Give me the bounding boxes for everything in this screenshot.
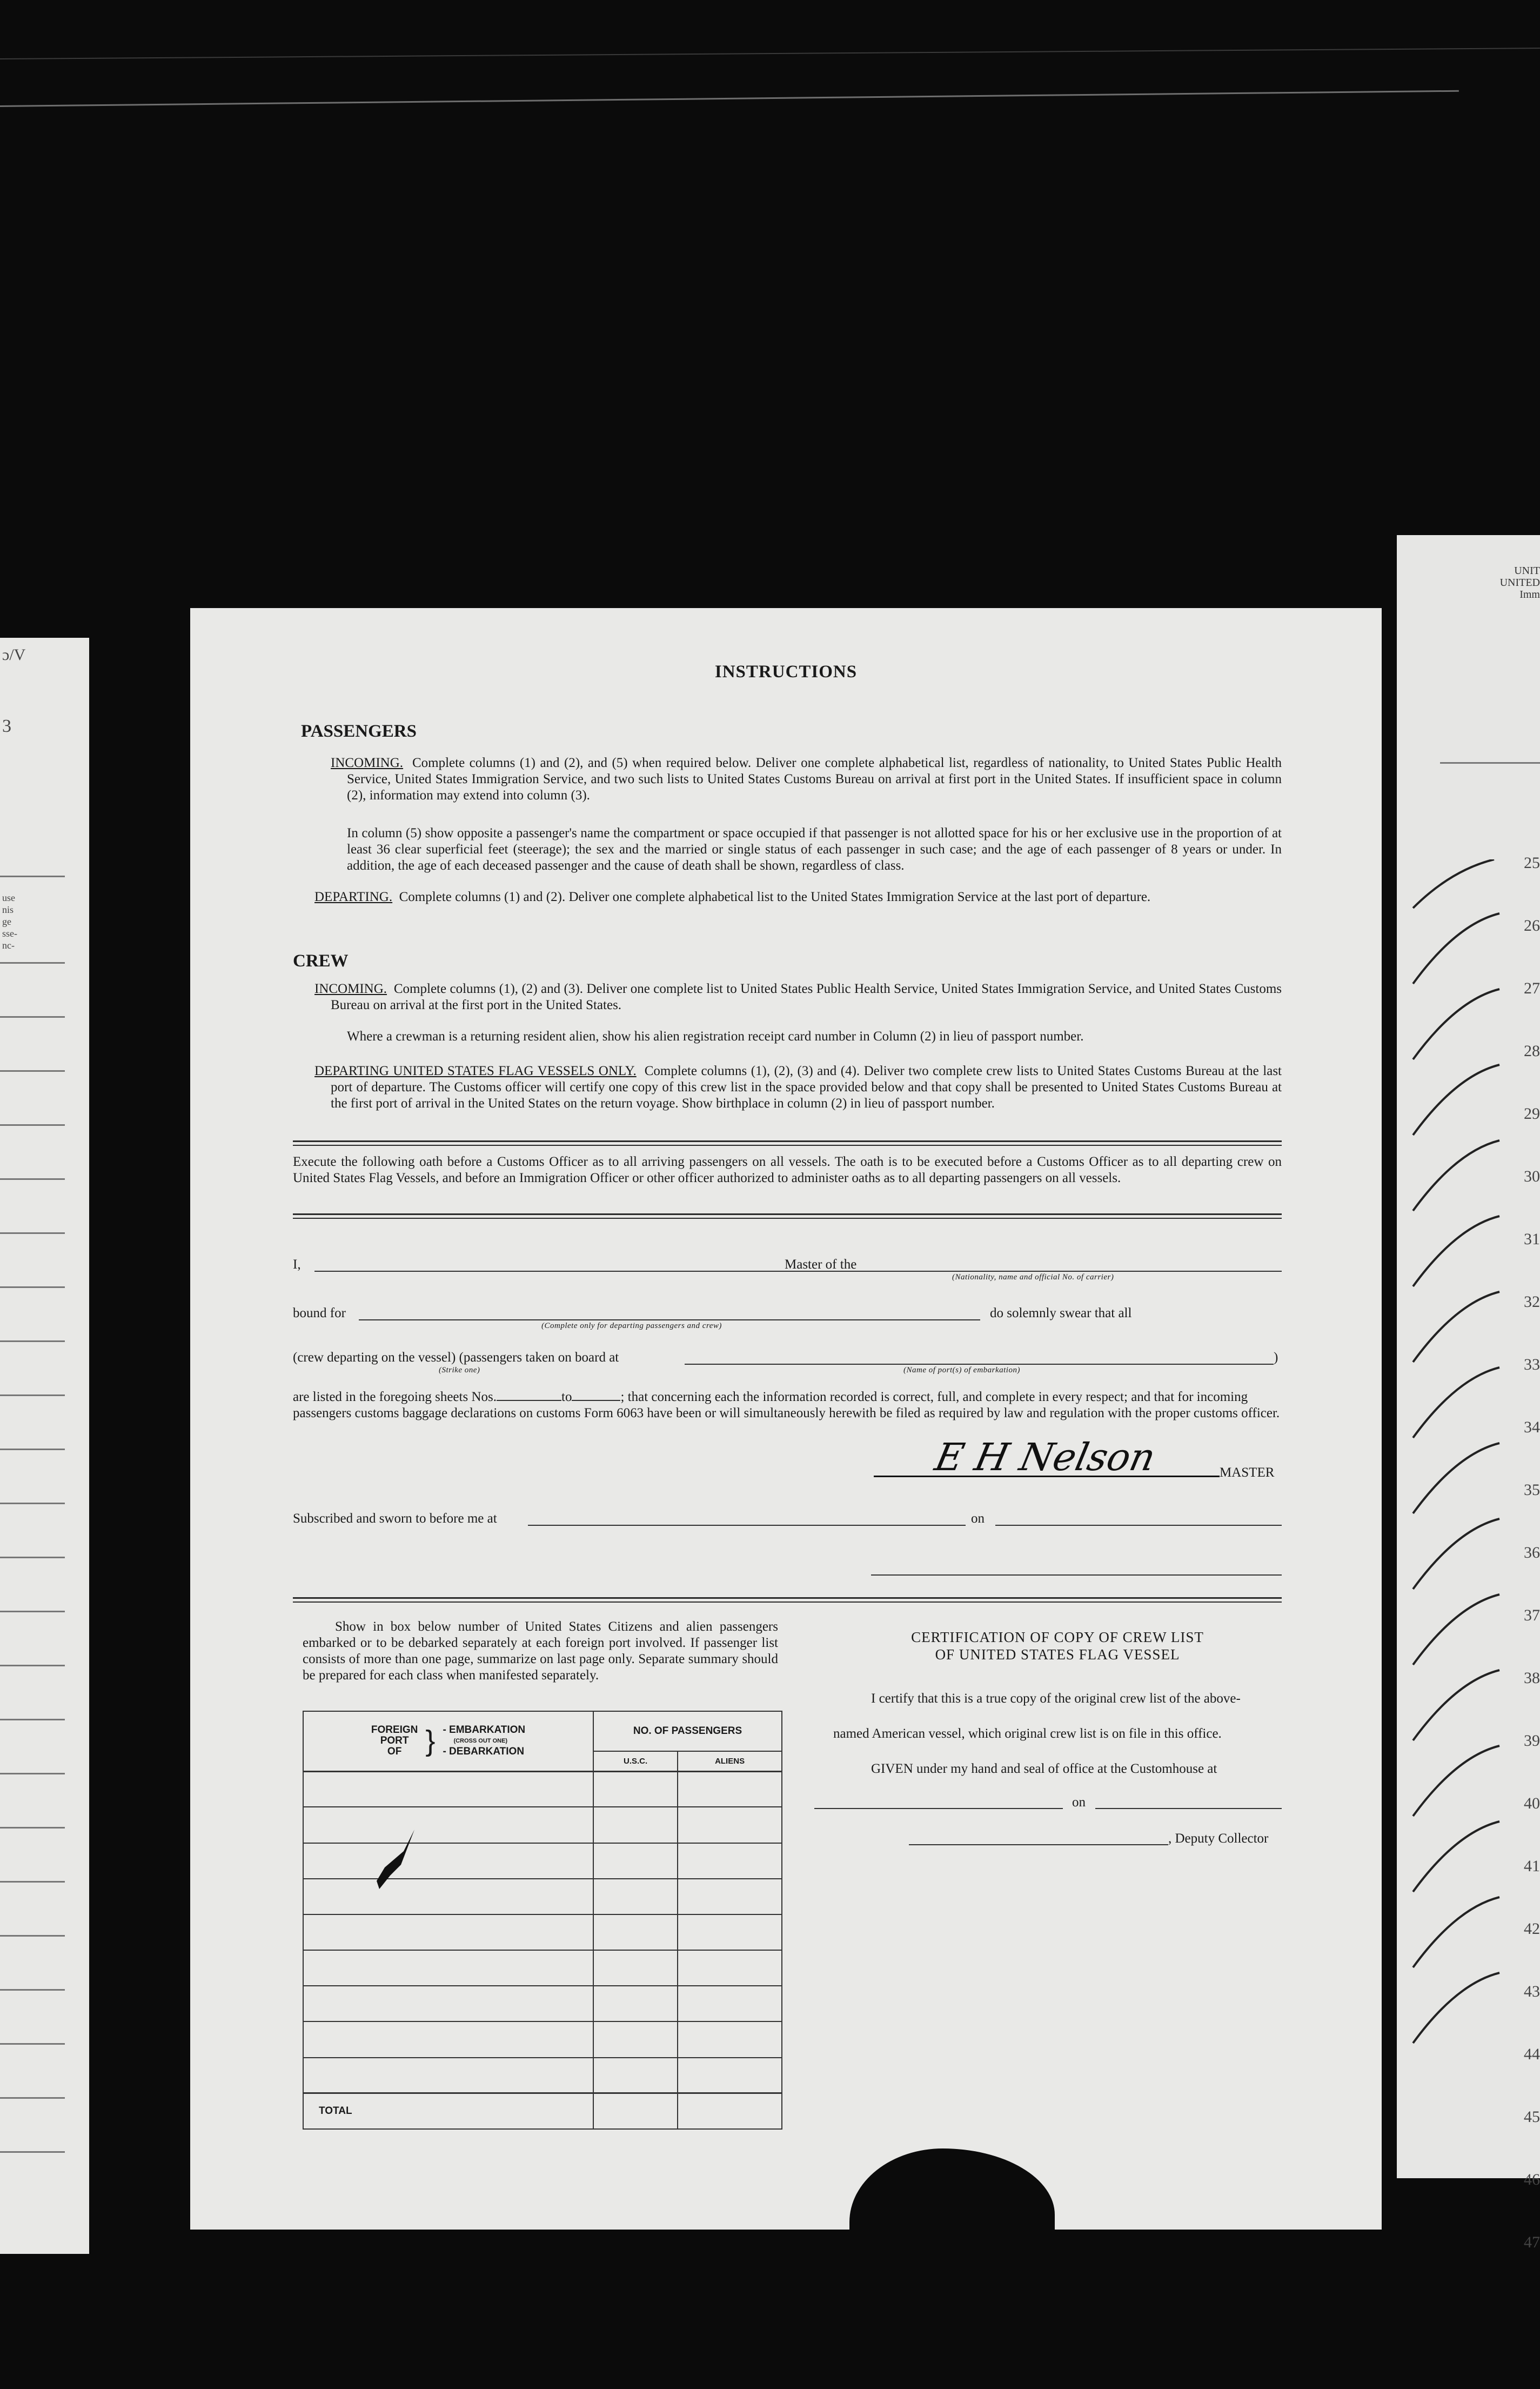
aliens-cell[interactable] bbox=[678, 1843, 782, 1879]
divider bbox=[293, 1140, 1282, 1142]
margin-row-number: 36 bbox=[1524, 1544, 1540, 1561]
divider bbox=[0, 2043, 65, 2045]
carrier-field[interactable] bbox=[874, 1271, 1282, 1272]
port-cell[interactable] bbox=[303, 1879, 593, 1914]
margin-row-number: 39 bbox=[1524, 1732, 1540, 1750]
margin-row-number: 46 bbox=[1524, 2171, 1540, 2188]
port-cell[interactable] bbox=[303, 2058, 593, 2093]
divider bbox=[0, 1557, 65, 1558]
embarkation-port-field[interactable] bbox=[685, 1364, 1274, 1365]
listed-statement: are listed in the foregoing sheets Nos. to ; that concerning each the information recorded is correct, full, and complete in every respect; and that for incoming passengers customs baggage declarations on customs Form 6063 have been or will simultaneously herewith be filed as required by law and regulation with the proper customs officer. bbox=[293, 1390, 1280, 1420]
ports-note: (Name of port(s) of embarkation) bbox=[903, 1366, 1020, 1374]
margin-row-number: 28 bbox=[1524, 1042, 1540, 1060]
aliens-header: ALIENS bbox=[678, 1751, 782, 1772]
swear-label: do solemnly swear that all bbox=[990, 1306, 1132, 1320]
port-cell[interactable] bbox=[303, 1807, 593, 1843]
tick-marks bbox=[1397, 859, 1540, 2157]
divider bbox=[0, 1665, 65, 1666]
certification-title: CERTIFICATION OF COPY OF CREW LIST OF UNITED STATES FLAG VESSEL bbox=[911, 1629, 1204, 1663]
usc-cell[interactable] bbox=[593, 1950, 678, 1986]
no-passengers-header: NO. OF PASSENGERS bbox=[593, 1711, 782, 1751]
margin-row-number: 30 bbox=[1524, 1167, 1540, 1185]
master-label: MASTER bbox=[1220, 1465, 1275, 1480]
divider bbox=[293, 1213, 1282, 1215]
aliens-cell[interactable] bbox=[678, 1771, 782, 1807]
margin-row-number: 44 bbox=[1524, 2045, 1540, 2063]
divider bbox=[293, 1601, 1282, 1603]
passengers-departing: DEPARTING. Complete columns (1) and (2). Deliver one complete alphabetical list to the United States Immigration Service at the last port of departure. bbox=[314, 890, 1151, 904]
aliens-cell[interactable] bbox=[678, 1879, 782, 1914]
port-cell[interactable] bbox=[303, 2021, 593, 2057]
carrier-note: (Nationality, name and official No. of carrier) bbox=[952, 1273, 1114, 1282]
page-title: INSTRUCTIONS bbox=[714, 662, 858, 682]
divider bbox=[293, 1218, 1282, 1219]
margin-row-number: 32 bbox=[1524, 1293, 1540, 1311]
divider bbox=[0, 962, 65, 964]
usc-cell[interactable] bbox=[593, 1879, 678, 1914]
aliens-cell[interactable] bbox=[678, 2058, 782, 2093]
margin-row-number: 33 bbox=[1524, 1356, 1540, 1373]
divider bbox=[0, 1935, 65, 1937]
certification-on-label: on bbox=[1072, 1795, 1086, 1810]
divider bbox=[0, 2151, 65, 2153]
bound-for-label: bound for bbox=[293, 1306, 346, 1320]
ink-mark bbox=[363, 1824, 428, 1900]
margin-row-number: 40 bbox=[1524, 1794, 1540, 1812]
crew-resident: Where a crewman is a returning resident alien, show his alien registration receipt card number in Column (2) in lieu of passport number. bbox=[347, 1029, 1084, 1044]
divider bbox=[0, 1611, 65, 1612]
passengers-heading: PASSENGERS bbox=[301, 722, 417, 741]
divider bbox=[0, 1394, 65, 1396]
subscribed-label: Subscribed and sworn to before me at bbox=[293, 1511, 497, 1526]
sworn-on-label: on bbox=[971, 1511, 985, 1526]
certification-line-1: I certify that this is a true copy of the original crew list of the above- bbox=[871, 1691, 1241, 1706]
sheet-to-field[interactable] bbox=[572, 1400, 620, 1401]
usc-cell[interactable] bbox=[593, 1771, 678, 1807]
adjacent-page-left bbox=[0, 638, 89, 2254]
divider bbox=[0, 1124, 65, 1126]
aliens-cell[interactable] bbox=[678, 2021, 782, 2057]
usc-cell[interactable] bbox=[593, 1843, 678, 1879]
margin-header: UNIT UNITED Imm bbox=[1499, 565, 1540, 600]
usc-cell[interactable] bbox=[593, 2021, 678, 2057]
close-paren: ) bbox=[1274, 1350, 1278, 1365]
divider bbox=[293, 1145, 1282, 1146]
destination-field[interactable] bbox=[359, 1319, 980, 1320]
master-of-label: Master of the bbox=[785, 1257, 857, 1272]
usc-cell[interactable] bbox=[593, 1807, 678, 1843]
deputy-collector-field[interactable] bbox=[909, 1844, 1168, 1845]
usc-cell[interactable] bbox=[593, 1914, 678, 1950]
officer-signature-field[interactable] bbox=[871, 1574, 1282, 1576]
margin-row-number: 41 bbox=[1524, 1857, 1540, 1875]
usc-total-cell[interactable] bbox=[593, 2093, 678, 2129]
margin-row-number: 31 bbox=[1524, 1230, 1540, 1248]
aliens-cell[interactable] bbox=[678, 1914, 782, 1950]
divider bbox=[0, 876, 65, 877]
divider bbox=[0, 1503, 65, 1504]
summary-instructions: Show in box below number of United States Citizens and alien passengers embarked or to be debarked separately at each foreign port involved. If passenger list consists of more than one page, summarize on last page only. Separate summary should be prepared for each class when manifested separately. bbox=[303, 1619, 778, 1683]
margin-number: 3 bbox=[2, 716, 11, 736]
passengers-column5: In column (5) show opposite a passenger's name the compartment or space occupied if that passenger is not allotted space for his or her exclusive use in the proportion of at least 36 clear superficial feet (steerage); the sex and the married or single status of each passenger in such case; and the age of each passenger of 8 years or under. In addition, the age of each deceased passenger and the cause of death shall be shown, regardless of class. bbox=[347, 826, 1282, 873]
margin-row-number: 45 bbox=[1524, 2108, 1540, 2126]
aliens-cell[interactable] bbox=[678, 1986, 782, 2021]
destination-note: (Complete only for departing passengers and crew) bbox=[541, 1322, 722, 1330]
margin-row-number: 35 bbox=[1524, 1481, 1540, 1499]
port-cell[interactable] bbox=[303, 1843, 593, 1879]
master-signature: E H Nelson bbox=[931, 1435, 1160, 1479]
signature-line bbox=[874, 1476, 1220, 1477]
divider bbox=[0, 1989, 65, 1991]
crew-passengers-label: (crew departing on the vessel) (passengers taken on board at bbox=[293, 1350, 619, 1365]
margin-row-number: 27 bbox=[1524, 979, 1540, 997]
deputy-collector-label: , Deputy Collector bbox=[1168, 1831, 1269, 1846]
oath-instructions: Execute the following oath before a Customs Officer as to all arriving passengers on all vessels. The oath is to be executed before a Customs Officer as to all departing crew on United States Flag Vessels, and before an Immigration Officer or other officer authorized to administer oaths as to all departing passengers on all vessels. bbox=[293, 1155, 1282, 1185]
aliens-cell[interactable] bbox=[678, 1807, 782, 1843]
divider bbox=[0, 1178, 65, 1180]
torn-edge bbox=[849, 2148, 1055, 2230]
passenger-summary-table bbox=[303, 1711, 782, 2130]
certification-date-field[interactable] bbox=[1095, 1808, 1282, 1809]
certification-given: GIVEN under my hand and seal of office at the Customhouse at bbox=[871, 1761, 1217, 1776]
divider bbox=[0, 1449, 65, 1450]
passengers-incoming: INCOMING. Complete columns (1) and (2), and (5) when required below. Deliver one complete alphabetical list, regardless of nationality, to United States Public Health Service, United States Immigration Service, and two such lists to United States Customs Bureau on arrival at first port in the United States. If insufficient space in column (2), information may extend into column (3). bbox=[331, 756, 1282, 803]
divider bbox=[293, 1597, 1282, 1599]
film-edge-line bbox=[0, 90, 1459, 107]
port-cell[interactable] bbox=[303, 1950, 593, 1986]
divider bbox=[0, 1719, 65, 1720]
margin-snippet: use nis ge sse- nc- bbox=[2, 892, 17, 951]
margin-row-number: 26 bbox=[1524, 917, 1540, 935]
certification-line-2: named American vessel, which original crew list is on file in this office. bbox=[833, 1726, 1222, 1741]
adjacent-page-right bbox=[1397, 535, 1540, 2251]
divider bbox=[0, 1232, 65, 1234]
usc-cell[interactable] bbox=[593, 2058, 678, 2093]
crew-incoming: INCOMING. Complete columns (1), (2) and (3). Deliver one complete list to United States Public Health Service, United States Immigration Service, and United States Customs Bureau on arrival at the first port in the United States. bbox=[314, 982, 1282, 1012]
margin-row-number: 25 bbox=[1524, 854, 1540, 872]
aliens-cell[interactable] bbox=[678, 1950, 782, 1986]
divider bbox=[0, 1827, 65, 1829]
divider bbox=[0, 2097, 65, 2099]
margin-row-number: 34 bbox=[1524, 1418, 1540, 1436]
strike-note: (Strike one) bbox=[439, 1366, 480, 1374]
sheet-from-field[interactable] bbox=[497, 1400, 561, 1401]
film-edge-line bbox=[0, 48, 1540, 59]
usc-header: U.S.C. bbox=[593, 1751, 678, 1772]
margin-text: ɔ/V bbox=[2, 646, 26, 664]
margin-row-number: 43 bbox=[1524, 1983, 1540, 2000]
divider bbox=[0, 1881, 65, 1883]
port-header: FOREIGN PORT OF } - EMBARKATION (CROSS OUT ONE) - DEBARKATION bbox=[303, 1711, 593, 1771]
divider bbox=[0, 1016, 65, 1018]
divider bbox=[0, 1340, 65, 1342]
crew-departing: DEPARTING UNITED STATES FLAG VESSELS ONLY. Complete columns (1), (2), (3) and (4). Deliver two complete crew lists to United States Customs Bureau at the last port of departure. The Customs officer will certify one copy of this crew list in the space provided below and that copy shall be presented to United States Customs Bureau at the first port of arrival in the United States on the return voyage. Show birthplace in column (2) in lieu of passport number. bbox=[314, 1064, 1282, 1111]
margin-row-number: 47 bbox=[1524, 2233, 1540, 2251]
margin-row-number: 37 bbox=[1524, 1606, 1540, 1624]
divider bbox=[0, 1286, 65, 1288]
margin-row-number: 38 bbox=[1524, 1669, 1540, 1687]
sworn-date-field[interactable] bbox=[995, 1525, 1282, 1526]
port-cell[interactable] bbox=[303, 1914, 593, 1950]
divider bbox=[0, 1773, 65, 1774]
port-cell[interactable] bbox=[303, 1771, 593, 1807]
aliens-total-cell[interactable] bbox=[678, 2093, 782, 2129]
usc-cell[interactable] bbox=[593, 1986, 678, 2021]
divider bbox=[1440, 762, 1540, 764]
total-label: TOTAL bbox=[303, 2093, 593, 2129]
port-cell[interactable] bbox=[303, 1986, 593, 2021]
crew-heading: CREW bbox=[293, 951, 349, 971]
sworn-place-field[interactable] bbox=[528, 1525, 966, 1526]
customhouse-field[interactable] bbox=[814, 1808, 1063, 1809]
instructions-page bbox=[190, 608, 1382, 2230]
divider bbox=[0, 1070, 65, 1072]
margin-row-number: 42 bbox=[1524, 1920, 1540, 1938]
oath-i-label: I, bbox=[293, 1257, 301, 1272]
margin-row-number: 29 bbox=[1524, 1105, 1540, 1123]
